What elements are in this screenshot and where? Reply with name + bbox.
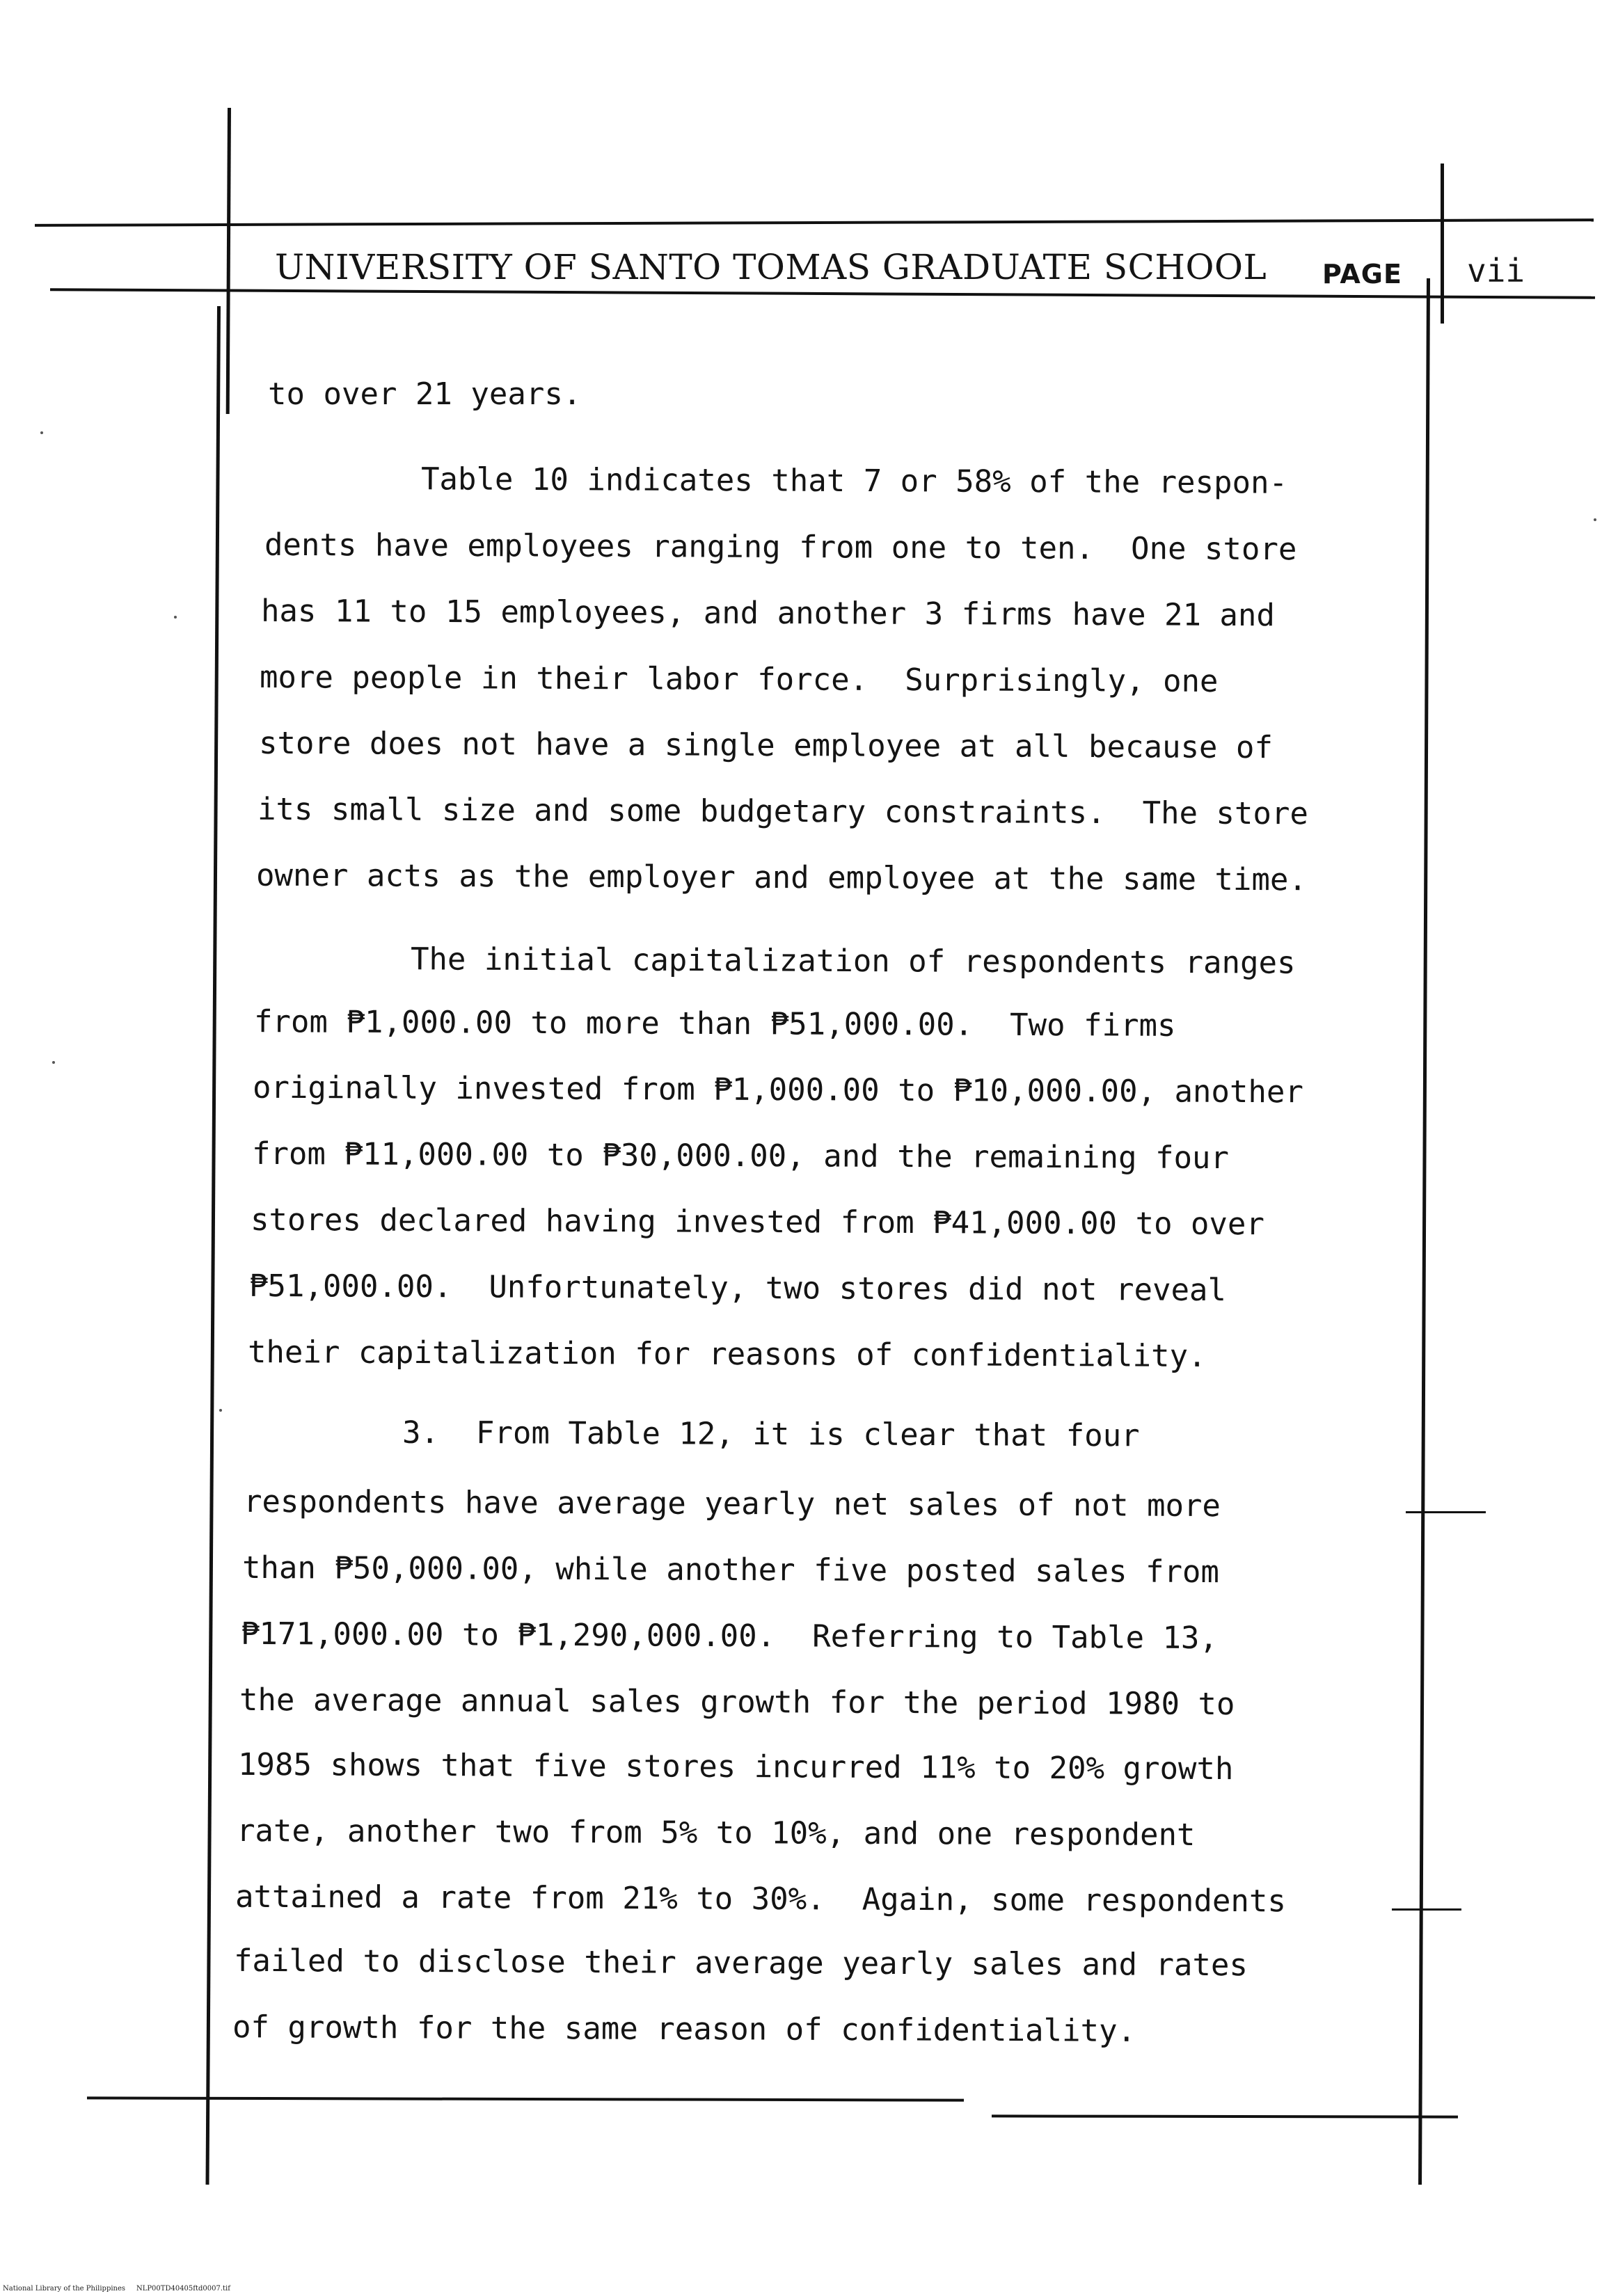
scan-speck (219, 1409, 222, 1412)
text-line: respondents have average yearly net sales of not more (243, 1483, 1221, 1524)
text-line: the average annual sales growth for the period 1980 to (239, 1682, 1235, 1723)
frame-line-right (1418, 278, 1430, 2185)
text-line: The initial capitalization of respondents ranges (410, 941, 1296, 981)
footer-file-id: NLP00TD40405ftd0007.tif (136, 2285, 230, 2293)
scan-speck (52, 1061, 55, 1064)
scan-speck (174, 616, 177, 619)
frame-line-left (206, 306, 221, 2185)
margin-tick-mark (1392, 1908, 1461, 1911)
text-line: their capitalization for reasons of confidentiality. (247, 1334, 1207, 1375)
text-line: failed to disclose their average yearly sales and rates (233, 1943, 1248, 1984)
frame-line-top-upper (35, 218, 1594, 227)
text-line: from ₱1,000.00 to more than ₱51,000.00. Two firms (253, 1004, 1176, 1044)
frame-line-bottom-left (87, 2096, 964, 2101)
text-line: ₱171,000.00 to ₱1,290,000.00. Referring to Table 13, (240, 1616, 1219, 1657)
institution-title: UNIVERSITY OF SANTO TOMAS GRADUATE SCHOOL (275, 247, 1267, 287)
frame-line-right-top (1441, 164, 1444, 324)
page-label: PAGE (1322, 259, 1402, 289)
text-line: Table 10 indicates that 7 or 58% of the respon- (420, 461, 1288, 501)
scan-footer (3, 2285, 230, 2293)
text-line: more people in their labor force. Surprisingly, one (259, 659, 1219, 700)
text-line: 3. From Table 12, it is clear that four (402, 1414, 1140, 1454)
text-line: attained a rate from 21% to 30%. Again, some respondents (235, 1879, 1287, 1920)
frame-line-top-lower (50, 288, 1595, 299)
text-line: has 11 to 15 employees, and another 3 firms have 21 and (260, 593, 1276, 634)
text-line: owner acts as the employer and employee at the same time. (255, 857, 1308, 898)
text-line: store does not have a single employee at all because of (258, 725, 1274, 766)
text-line: ₱51,000.00. Unfortunately, two stores did not reveal (248, 1268, 1227, 1309)
text-line: of growth for the same reason of confidentiality. (232, 2009, 1136, 2049)
scan-speck (1594, 518, 1596, 521)
text-line: from ₱11,000.00 to ₱30,000.00, and the remaining four (251, 1135, 1230, 1177)
text-line: dents have employees ranging from one to ten. One store (264, 527, 1297, 568)
text-line: than ₱50,000.00, while another five posted sales from (241, 1549, 1220, 1591)
text-line: originally invested from ₱1,000.00 to ₱10,000.00, another (252, 1069, 1304, 1110)
text-line: to over 21 years. (268, 376, 582, 412)
text-line: its small size and some budgetary constraints. The store (257, 791, 1309, 832)
text-line: stores declared having invested from ₱41,000.00 to over (250, 1202, 1265, 1243)
page-number: vii (1467, 252, 1525, 289)
text-line: 1985 shows that five stores incurred 11% to 20% growth (237, 1746, 1234, 1787)
text-line: rate, another two from 5% to 10%, and one respondent (236, 1812, 1196, 1853)
frame-line-left-top (226, 108, 231, 414)
scan-speck (40, 431, 43, 434)
footer-library: National Library of the Philippines (3, 2285, 126, 2293)
margin-tick-mark (1406, 1511, 1486, 1513)
frame-line-bottom-right (992, 2114, 1458, 2118)
